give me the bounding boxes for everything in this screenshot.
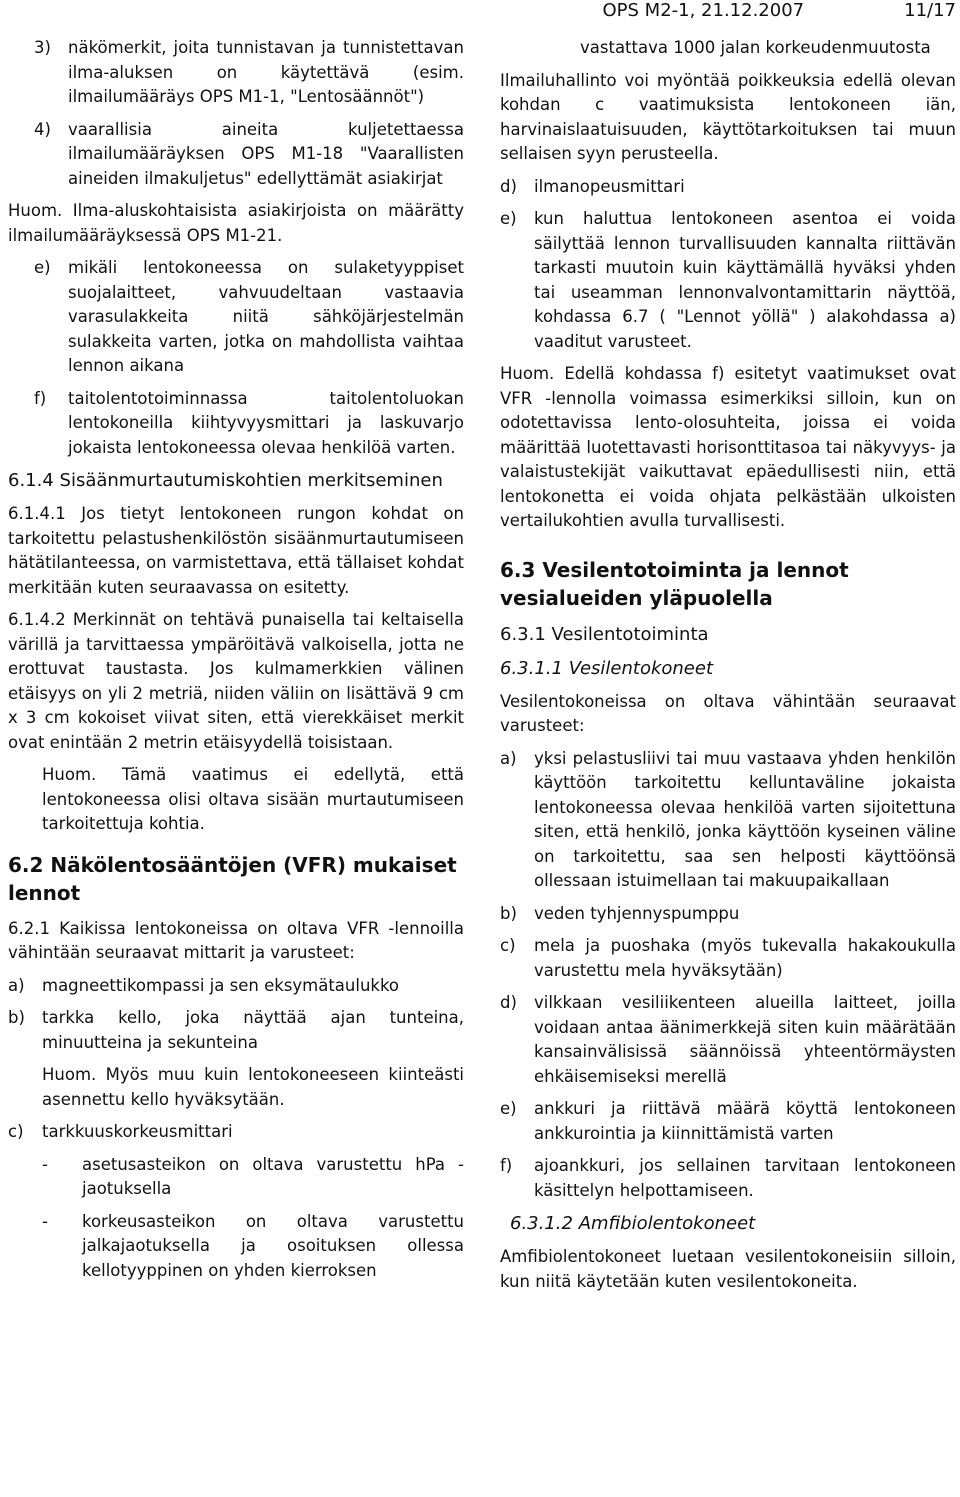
item-text: taitolentotoiminnassa taitolentoluokan lentokoneilla kiihtyvyysmittari ja laskuvarjo jokaista lentokoneessa olevaa henkilöä varten. — [68, 388, 464, 457]
left-column — [8, 36, 464, 1291]
list-item — [500, 1154, 956, 1203]
paragraph: Ilmailuhallinto voi myöntää poikkeuksia edellä olevan kohdan c vaatimuksista lentokoneen iän, harvinaislaatuisuuden, käyttötarkoituksen tai muun sellaisen syyn perusteella. — [500, 70, 956, 163]
dash-label: - — [42, 1211, 48, 1231]
item-label: a) — [500, 748, 517, 768]
list-item — [8, 1120, 464, 1145]
list-item — [8, 36, 464, 110]
item-label: a) — [8, 975, 25, 995]
item-label: 4) — [34, 119, 51, 139]
item-text: kun haluttua lentokoneen asentoa ei voida säilyttää lennon turvallisuuden kannalta riittävän tarkasti muutoin kuin käyttämällä hyväksi yhden tai useamman lennonvalvontamittarin näyttöä, kohdassa 6.7 ( "Lennot yöllä" ) alakohdassa a) vaaditut varusteet. — [534, 209, 956, 351]
dash-label: - — [42, 1154, 48, 1174]
item-text: ilmanopeusmittari — [534, 176, 685, 196]
list-item — [500, 902, 956, 927]
list-item — [500, 991, 956, 1089]
page-header — [603, 0, 956, 22]
paragraph: Vesilentokoneissa on oltava vähintään seuraavat varusteet: — [500, 691, 956, 735]
item-text: veden tyhjennyspumppu — [534, 903, 740, 923]
dash-item — [8, 1153, 464, 1202]
item-label: b) — [8, 1008, 25, 1027]
item-text: yksi pelastusliivi tai muu vastaava yhden henkilön käyttöön tarkoitettu kelluntaväline jokaista lentokoneessa olevaa henkilöä varten sijoitettuna siten, että henkilö, jonka käyttöön kyseinen väline on tarkoitettu, saa sen helposti käyttöönsä ollessaan istuimellaan tai makuupaikallaan — [534, 748, 956, 890]
right-column — [500, 36, 956, 1302]
item-label: f) — [500, 1156, 513, 1175]
subsection-heading: 6.3.1 Vesilentotoiminta — [500, 623, 709, 645]
dash-text: korkeusasteikon on oltava varustettu jalkajaotuksella ja osoituksen ollessa kellotyyppinen on yhden kierroksen — [82, 1211, 464, 1280]
note-paragraph: Huom. Edellä kohdassa f) esitetyt vaatimukset ovat VFR -lennolla voimassa esimerkiksi silloin, kun on odotettavissa lento-olosuhteita, joissa ei voida määrittää luotettavasti horisonttitasoa tai näkyvyys- ja valaistustekijät vaikuttavat epäedullisesti niin, että lentokonetta ei voida ohjata pelkästään ulkoisten vertailukohtien avulla turvallisesti. — [500, 364, 956, 530]
item-label: e) — [500, 209, 517, 228]
item-label: b) — [500, 903, 517, 923]
list-item — [8, 256, 464, 379]
item-text: magneettikompassi ja sen eksymätaulukko — [42, 975, 400, 995]
item-text: näkömerkit, joita tunnistavan ja tunnistettavan ilma-aluksen on käytettävä (esim. ilmailumääräys OPS M1-1, "Lentosäännöt") — [68, 38, 464, 106]
paragraph: 6.2.1 Kaikissa lentokoneissa on oltava VFR -lennoilla vähintään seuraavat mittarit ja varusteet: — [8, 918, 464, 962]
continuation-text: vastattava 1000 jalan korkeudenmuutosta — [580, 38, 931, 57]
item-label: e) — [34, 258, 51, 277]
item-label: c) — [8, 1122, 24, 1141]
item-label: 3) — [34, 38, 51, 57]
subsubsection-heading: 6.3.1.1 Vesilentokoneet — [500, 657, 714, 679]
section-heading: 6.3 Vesilentotoiminta ja lennot vesialueiden yläpuolella — [500, 557, 849, 610]
list-item — [500, 175, 956, 200]
paragraph: 6.1.4.1 Jos tietyt lentokoneen rungon kohdat on tarkoitettu pelastushenkilöstön sisäänmurtautumiseen hätätilanteessa, on varmistettava, että tällaiset kohdat merkitään kuten seuraavassa on esitetty. — [8, 504, 464, 597]
list-item — [500, 747, 956, 894]
list-item — [8, 974, 464, 999]
dash-text: asetusasteikon on oltava varustettu hPa -jaotuksella — [82, 1154, 464, 1198]
item-label: c) — [500, 936, 516, 955]
page-number: 11/17 — [904, 0, 956, 21]
document-code: OPS M2-1, 21.12.2007 — [602, 0, 805, 21]
paragraph: Amfibiolentokoneet luetaan vesilentokoneisiin silloin, kun niitä käytetään kuten vesilentokoneita. — [500, 1247, 956, 1291]
item-text: mikäli lentokoneessa on sulaketyyppiset suojalaitteet, vahvuudeltaan vastaavia varasulakkeita niitä sähköjärjestelmän sulakkeita varten, jotka on mahdollista vaihtaa lennon aikana — [68, 258, 464, 375]
list-item — [500, 1097, 956, 1146]
note-paragraph: Huom. Myös muu kuin lentokoneeseen kiinteästi asennettu kello hyväksytään. — [42, 1065, 464, 1109]
item-text: vilkkaan vesiliikenteen alueilla laitteet, joilla voidaan antaa äänimerkkejä siten kuin määrätään kansainvälisissä säännöissä yhteentörmäysten ehkäisemiseksi merellä — [534, 993, 956, 1086]
note-paragraph: Huom. Tämä vaatimus ei edellytä, että lentokoneessa olisi oltava sisään murtautumiseen tarkoitettuja kohtia. — [42, 765, 464, 833]
item-label: d) — [500, 993, 517, 1012]
section-heading: 6.1.4 Sisäänmurtautumiskohtien merkitseminen — [8, 470, 443, 491]
item-text: ajoankkuri, jos sellainen tarvitaan lentokoneen käsittelyn helpottamiseen. — [534, 1156, 956, 1200]
paragraph: 6.1.4.2 Merkinnät on tehtävä punaisella tai keltaisella värillä ja tarvittaessa ympäröitävä valkoisella, jotta ne erottuvat taustasta. Jos kulmamerkkien välinen etäisyys on yli 2 metriä, niiden väliin on lisättävä 9 cm x 3 cm kokoiset viivat siten, että vierekkäiset merkit ovat enintään 2 metrin etäisyydellä toisistaan. — [8, 610, 464, 752]
list-item — [8, 1006, 464, 1055]
list-item — [500, 207, 956, 354]
section-heading: 6.2 Näkölentosääntöjen (VFR) mukaiset lennot — [8, 852, 457, 905]
item-label: d) — [500, 176, 517, 196]
list-item — [8, 118, 464, 192]
note-paragraph: Huom. Ilma-aluskohtaisista asiakirjoista on määrätty ilmailumääräyksessä OPS M1-21. — [8, 201, 464, 245]
item-text: ankkuri ja riittävä määrä köyttä lentokoneen ankkurointia ja kiinnittämistä varten — [534, 1099, 956, 1143]
item-label: f) — [34, 388, 47, 408]
item-text: mela ja puoshaka (myös tukevalla hakakoukulla varustettu mela hyväksytään) — [534, 936, 956, 980]
item-text: tarkkuuskorkeusmittari — [42, 1122, 233, 1141]
item-label: e) — [500, 1099, 517, 1118]
dash-item — [8, 1210, 464, 1284]
subsubsection-heading: 6.3.1.2 Amfibiolentokoneet — [510, 1213, 756, 1234]
list-item — [500, 934, 956, 983]
item-text: vaarallisia aineita kuljetettaessa ilmailumääräyksen OPS M1-18 "Vaarallisten aineiden ilmakuljetus" edellyttämät asiakirjat — [68, 119, 464, 188]
list-item — [8, 387, 464, 461]
item-text: tarkka kello, joka näyttää ajan tunteina, minuutteina ja sekunteina — [42, 1008, 464, 1052]
